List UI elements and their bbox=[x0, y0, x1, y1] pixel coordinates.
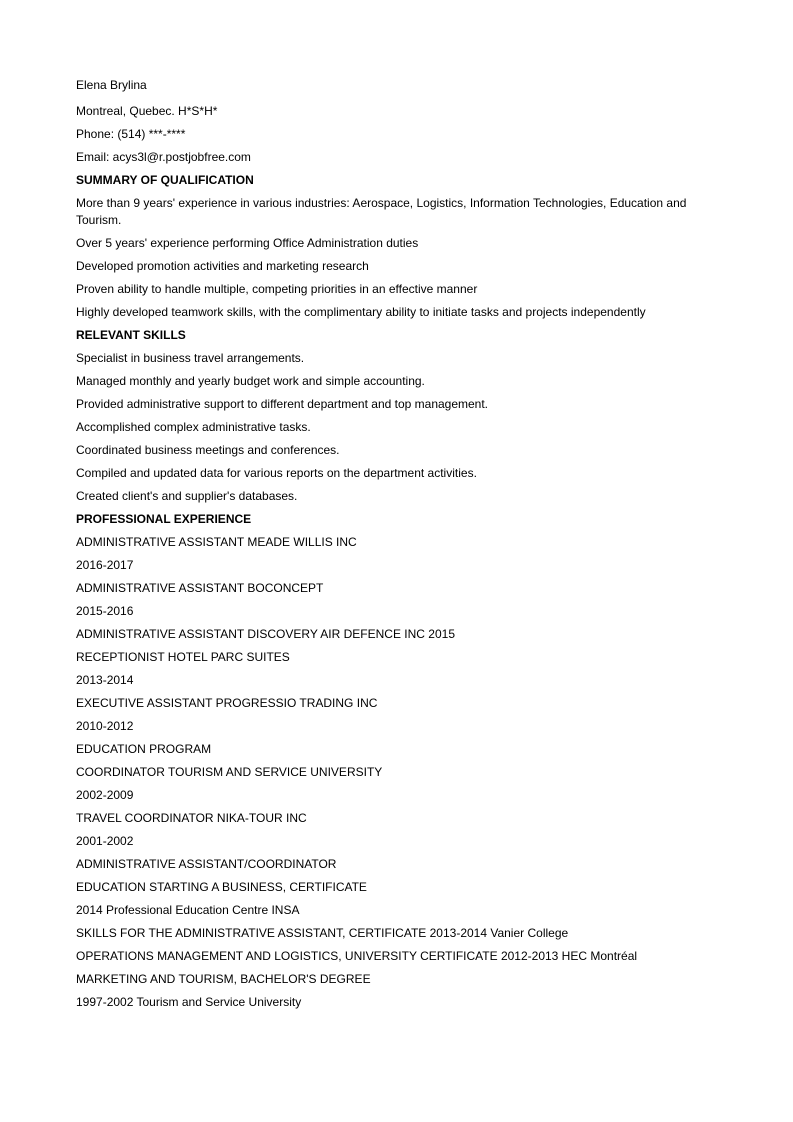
experience-section bbox=[76, 511, 716, 1011]
experience-line: 1997-2002 Tourism and Service University bbox=[76, 995, 302, 1009]
summary-item: Developed promotion activities and marketing research bbox=[76, 259, 369, 273]
skills-section bbox=[76, 327, 716, 505]
experience-line: 2013-2014 bbox=[76, 673, 134, 687]
experience-line: TRAVEL COORDINATOR NIKA-TOUR INC bbox=[76, 811, 307, 825]
experience-line: ADMINISTRATIVE ASSISTANT DISCOVERY AIR DEFENCE INC 2015 bbox=[76, 627, 455, 641]
experience-line: ADMINISTRATIVE ASSISTANT MEADE WILLIS INC bbox=[76, 535, 357, 549]
skills-item: Coordinated business meetings and conferences. bbox=[76, 443, 340, 457]
experience-line: 2001-2002 bbox=[76, 834, 134, 848]
experience-line: MARKETING AND TOURISM, BACHELOR'S DEGREE bbox=[76, 972, 371, 986]
candidate-name: Elena Brylina bbox=[76, 78, 147, 92]
experience-line: ADMINISTRATIVE ASSISTANT BOCONCEPT bbox=[76, 581, 324, 595]
skills-item: Compiled and updated data for various reports on the department activities. bbox=[76, 466, 477, 480]
resume-page bbox=[76, 77, 716, 1017]
skills-heading: RELEVANT SKILLS bbox=[76, 328, 186, 342]
contact-block bbox=[76, 77, 716, 166]
candidate-phone: Phone: (514) ***-**** bbox=[76, 127, 186, 141]
skills-list bbox=[76, 350, 716, 505]
experience-line: 2015-2016 bbox=[76, 604, 134, 618]
experience-heading: PROFESSIONAL EXPERIENCE bbox=[76, 512, 252, 526]
experience-line: EDUCATION STARTING A BUSINESS, CERTIFICATE bbox=[76, 880, 367, 894]
skills-item: Accomplished complex administrative tasks. bbox=[76, 420, 311, 434]
experience-line: 2014 Professional Education Centre INSA bbox=[76, 903, 300, 917]
experience-line: ADMINISTRATIVE ASSISTANT/COORDINATOR bbox=[76, 857, 337, 871]
experience-line: 2010-2012 bbox=[76, 719, 134, 733]
experience-line: 2002-2009 bbox=[76, 788, 134, 802]
candidate-location: Montreal, Quebec. H*S*H* bbox=[76, 104, 218, 118]
experience-list bbox=[76, 534, 716, 1011]
experience-line: OPERATIONS MANAGEMENT AND LOGISTICS, UNIVERSITY CERTIFICATE 2012-2013 HEC Montréal bbox=[76, 949, 638, 963]
summary-list bbox=[76, 195, 716, 321]
summary-heading: SUMMARY OF QUALIFICATION bbox=[76, 173, 254, 187]
experience-line: 2016-2017 bbox=[76, 558, 134, 572]
experience-line: EXECUTIVE ASSISTANT PROGRESSIO TRADING INC bbox=[76, 696, 378, 710]
experience-line: COORDINATOR TOURISM AND SERVICE UNIVERSITY bbox=[76, 765, 383, 779]
summary-item: Proven ability to handle multiple, competing priorities in an effective manner bbox=[76, 282, 478, 296]
summary-item: Over 5 years' experience performing Office Administration duties bbox=[76, 236, 419, 250]
experience-line: EDUCATION PROGRAM bbox=[76, 742, 212, 756]
experience-line: SKILLS FOR THE ADMINISTRATIVE ASSISTANT, CERTIFICATE 2013-2014 Vanier College bbox=[76, 926, 569, 940]
skills-item: Managed monthly and yearly budget work and simple accounting. bbox=[76, 374, 425, 388]
skills-item: Specialist in business travel arrangements. bbox=[76, 351, 305, 365]
experience-line: RECEPTIONIST HOTEL PARC SUITES bbox=[76, 650, 290, 664]
summary-item: Highly developed teamwork skills, with the complimentary ability to initiate tasks and projects independently bbox=[76, 305, 646, 319]
candidate-email: Email: acys3l@r.postjobfree.com bbox=[76, 150, 251, 164]
skills-item: Provided administrative support to different department and top management. bbox=[76, 397, 489, 411]
skills-item: Created client's and supplier's databases. bbox=[76, 489, 298, 503]
summary-item: More than 9 years' experience in various industries: Aerospace, Logistics, Information Technologies, Education and Tourism. bbox=[76, 196, 687, 227]
summary-section bbox=[76, 172, 716, 321]
